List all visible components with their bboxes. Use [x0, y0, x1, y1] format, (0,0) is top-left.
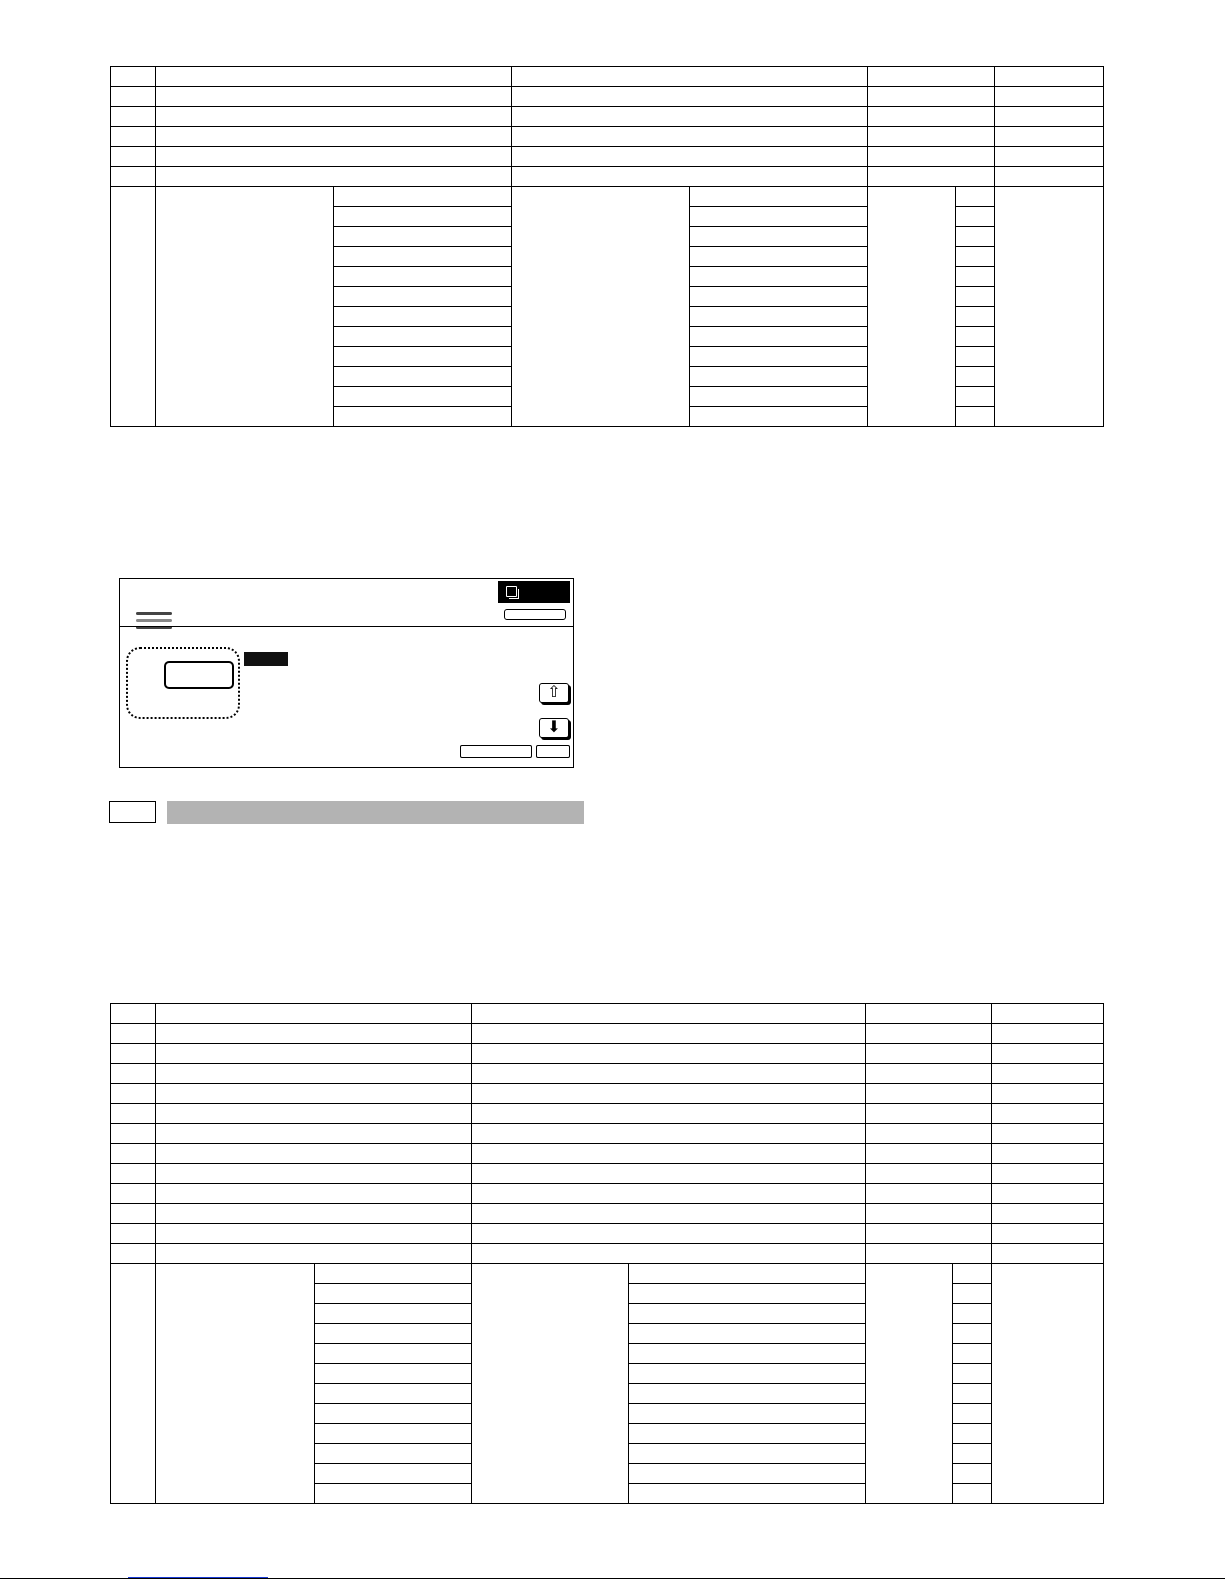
- table-row: [111, 1184, 1104, 1204]
- table-row: [111, 1144, 1104, 1164]
- cell-sub-setting: [956, 367, 995, 387]
- cell-item: [156, 1184, 472, 1204]
- cell-sub-setting: [956, 287, 995, 307]
- footer-rule: [0, 1578, 1225, 1579]
- footer-link[interactable]: [128, 1567, 268, 1578]
- cell-number: [111, 147, 156, 167]
- cell-sub-setting: [956, 387, 995, 407]
- table-row: [111, 1084, 1104, 1104]
- cell-sub-setting: [953, 1484, 992, 1504]
- cell-content: [512, 187, 690, 427]
- table-row: [111, 1244, 1104, 1264]
- cell-sub-content: [690, 347, 868, 367]
- cell-content: [472, 1204, 866, 1224]
- cell-sub-content: [690, 367, 868, 387]
- cell-number: [111, 1024, 156, 1044]
- cell-sub-content: [629, 1484, 866, 1504]
- cell-default: [992, 1024, 1104, 1044]
- cell-sub-item: [315, 1444, 472, 1464]
- cell-sub-setting: [953, 1324, 992, 1344]
- cell-sub-setting: [953, 1464, 992, 1484]
- cell-number: [111, 87, 156, 107]
- cell-setting: [866, 1184, 992, 1204]
- cell-sub-setting: [953, 1384, 992, 1404]
- cell-default: [992, 1064, 1104, 1084]
- cell-number: [111, 1164, 156, 1184]
- cell-sub-content: [690, 187, 868, 207]
- panel-ok-button[interactable]: [536, 745, 570, 758]
- cell-setting: [866, 1164, 992, 1184]
- cell-sub-item: [315, 1364, 472, 1384]
- cell-sub-item: [334, 187, 512, 207]
- cell-number: [111, 187, 156, 427]
- cell-sub-item: [334, 227, 512, 247]
- cell-content: [512, 147, 868, 167]
- section-title-bar: [167, 801, 584, 824]
- cell-sub-item: [315, 1264, 472, 1284]
- cell-sub-content: [690, 407, 868, 427]
- cell-setting: [866, 1064, 992, 1084]
- table-row: [111, 127, 1104, 147]
- cell-default: [995, 127, 1104, 147]
- cell-sub-content: [629, 1384, 866, 1404]
- table-row: [111, 187, 1104, 207]
- cell-sub-content: [629, 1444, 866, 1464]
- cell-sub-setting: [953, 1264, 992, 1284]
- cell-sub-content: [629, 1304, 866, 1324]
- cell-default: [992, 1204, 1104, 1224]
- cell-sub-setting: [956, 247, 995, 267]
- cell-setting: [866, 1204, 992, 1224]
- cell-setting: [866, 1244, 992, 1264]
- cell-item: [156, 167, 512, 187]
- cell-sub-setting: [953, 1424, 992, 1444]
- panel-bottom-button[interactable]: [460, 745, 532, 758]
- cell-item: [156, 1004, 472, 1024]
- cell-default: [992, 1164, 1104, 1184]
- cell-sub-content: [629, 1364, 866, 1384]
- cell-item: [156, 127, 512, 147]
- table-row: [111, 1264, 1104, 1284]
- cell-sub-content: [690, 327, 868, 347]
- panel-divider: [120, 626, 573, 627]
- cell-content: [472, 1144, 866, 1164]
- table-row: [111, 1004, 1104, 1024]
- cell-sub-setting: [956, 267, 995, 287]
- cell-sub-setting: [953, 1364, 992, 1384]
- cell-content: [472, 1164, 866, 1184]
- table-row: [111, 1044, 1104, 1064]
- cell-sub-content: [690, 287, 868, 307]
- cell-content: [472, 1244, 866, 1264]
- cell-default: [992, 1004, 1104, 1024]
- cell-sub-item: [334, 267, 512, 287]
- cell-sub-content: [690, 207, 868, 227]
- cell-content: [472, 1184, 866, 1204]
- cell-sub-item: [315, 1304, 472, 1324]
- cell-item: [156, 1244, 472, 1264]
- table-row: [111, 1164, 1104, 1184]
- cell-content: [512, 167, 868, 187]
- cell-setting: [868, 187, 956, 427]
- cell-content: [472, 1084, 866, 1104]
- table-row: [111, 1064, 1104, 1084]
- cell-sub-content: [629, 1464, 866, 1484]
- cell-sub-item: [315, 1464, 472, 1484]
- cell-default: [992, 1104, 1104, 1124]
- table-row: [111, 1204, 1104, 1224]
- cell-sub-item: [334, 307, 512, 327]
- cell-sub-item: [315, 1424, 472, 1444]
- cell-item: [156, 187, 334, 427]
- cell-sub-content: [690, 267, 868, 287]
- cell-default: [995, 167, 1104, 187]
- table-row: [111, 107, 1104, 127]
- cell-number: [111, 67, 156, 87]
- cell-sub-content: [690, 307, 868, 327]
- mode-tab[interactable]: [498, 581, 570, 603]
- cell-sub-setting: [956, 207, 995, 227]
- cell-item: [156, 1064, 472, 1084]
- cell-sub-content: [629, 1264, 866, 1284]
- cell-number: [111, 107, 156, 127]
- cell-sub-setting: [953, 1444, 992, 1464]
- cell-sub-setting: [956, 407, 995, 427]
- cell-content: [512, 107, 868, 127]
- cell-sub-content: [690, 227, 868, 247]
- cell-sub-content: [690, 247, 868, 267]
- cell-item: [156, 1084, 472, 1104]
- cell-sub-content: [629, 1404, 866, 1424]
- cell-sub-item: [315, 1404, 472, 1424]
- cell-content: [472, 1264, 629, 1504]
- table-row: [111, 147, 1104, 167]
- cell-content: [472, 1104, 866, 1124]
- cell-item: [156, 1204, 472, 1224]
- cell-sub-setting: [953, 1344, 992, 1364]
- cell-sub-content: [690, 387, 868, 407]
- cell-setting: [868, 67, 995, 87]
- cell-sub-content: [629, 1324, 866, 1344]
- cell-sub-setting: [953, 1404, 992, 1424]
- table-row: [111, 167, 1104, 187]
- table-row: [111, 1104, 1104, 1124]
- cell-sub-setting: [953, 1284, 992, 1304]
- cell-item: [156, 1124, 472, 1144]
- cell-content: [472, 1024, 866, 1044]
- cell-sub-content: [629, 1284, 866, 1304]
- cell-setting: [866, 1004, 992, 1024]
- cell-content: [512, 127, 868, 147]
- cell-sub-item: [334, 247, 512, 267]
- cell-sub-item: [315, 1284, 472, 1304]
- cell-default: [992, 1144, 1104, 1164]
- cell-setting: [868, 87, 995, 107]
- cell-default: [992, 1224, 1104, 1244]
- cell-item: [156, 1164, 472, 1184]
- cell-number: [111, 1124, 156, 1144]
- cell-default: [992, 1084, 1104, 1104]
- cell-item: [156, 1264, 315, 1504]
- cell-item: [156, 67, 512, 87]
- cell-sub-content: [629, 1344, 866, 1364]
- cell-sub-item: [334, 407, 512, 427]
- cell-default: [992, 1264, 1104, 1504]
- cell-item: [156, 87, 512, 107]
- up-arrow-button[interactable]: [539, 683, 569, 703]
- cell-setting: [866, 1124, 992, 1144]
- menu-logo-icon: [136, 610, 172, 630]
- cell-number: [111, 1144, 156, 1164]
- cell-number: [111, 1244, 156, 1264]
- cell-setting: [866, 1144, 992, 1164]
- section-number: [109, 801, 156, 823]
- cell-setting: [868, 127, 995, 147]
- cell-sub-setting: [956, 187, 995, 207]
- cell-default: [995, 187, 1104, 427]
- cell-sub-item: [315, 1484, 472, 1504]
- cell-content: [472, 1004, 866, 1024]
- cell-sub-setting: [956, 347, 995, 367]
- cell-item: [156, 107, 512, 127]
- cell-item: [156, 1044, 472, 1064]
- cell-item: [156, 1024, 472, 1044]
- cell-sub-content: [629, 1424, 866, 1444]
- bottom-table: [110, 1003, 1104, 1504]
- cell-content: [472, 1044, 866, 1064]
- top-table: [110, 66, 1104, 427]
- cell-content: [472, 1124, 866, 1144]
- cell-item: [156, 1104, 472, 1124]
- cell-setting: [866, 1044, 992, 1064]
- table-row: [111, 1224, 1104, 1244]
- cell-sub-item: [334, 347, 512, 367]
- cell-number: [111, 1084, 156, 1104]
- cell-number: [111, 1264, 156, 1504]
- cell-content: [512, 67, 868, 87]
- cell-number: [111, 127, 156, 147]
- cell-content: [472, 1224, 866, 1244]
- cell-setting: [866, 1264, 953, 1504]
- cell-setting: [866, 1024, 992, 1044]
- cell-content: [472, 1064, 866, 1084]
- down-arrow-button[interactable]: [539, 718, 569, 738]
- cell-sub-item: [334, 387, 512, 407]
- up-arrow-icon: ⇧: [547, 684, 561, 701]
- cell-default: [995, 107, 1104, 127]
- control-panel-screen: [119, 578, 574, 768]
- cell-number: [111, 167, 156, 187]
- table-row: [111, 67, 1104, 87]
- table-row: [111, 1124, 1104, 1144]
- copy-icon: [506, 586, 517, 597]
- panel-main-button[interactable]: [164, 661, 234, 689]
- cell-default: [992, 1124, 1104, 1144]
- cell-sub-item: [334, 207, 512, 227]
- cell-sub-setting: [956, 327, 995, 347]
- cell-default: [995, 147, 1104, 167]
- cell-sub-item: [315, 1324, 472, 1344]
- cell-sub-setting: [956, 227, 995, 247]
- cell-number: [111, 1204, 156, 1224]
- cell-sub-item: [334, 327, 512, 347]
- cell-default: [995, 67, 1104, 87]
- cell-number: [111, 1044, 156, 1064]
- cell-sub-item: [334, 367, 512, 387]
- cell-number: [111, 1064, 156, 1084]
- panel-top-button[interactable]: [504, 609, 566, 620]
- cell-sub-item: [315, 1384, 472, 1404]
- table-row: [111, 1024, 1104, 1044]
- cell-default: [995, 87, 1104, 107]
- cell-number: [111, 1104, 156, 1124]
- cell-item: [156, 147, 512, 167]
- cell-sub-item: [334, 287, 512, 307]
- cell-number: [111, 1224, 156, 1244]
- cell-setting: [868, 167, 995, 187]
- table-row: [111, 87, 1104, 107]
- cell-content: [512, 87, 868, 107]
- mode-label: [244, 652, 288, 666]
- cell-number: [111, 1184, 156, 1204]
- cell-setting: [866, 1224, 992, 1244]
- cell-item: [156, 1224, 472, 1244]
- cell-sub-setting: [956, 307, 995, 327]
- cell-item: [156, 1144, 472, 1164]
- cell-setting: [866, 1104, 992, 1124]
- cell-number: [111, 1004, 156, 1024]
- cell-default: [992, 1184, 1104, 1204]
- cell-default: [992, 1044, 1104, 1064]
- cell-setting: [868, 107, 995, 127]
- cell-default: [992, 1244, 1104, 1264]
- cell-sub-item: [315, 1344, 472, 1364]
- cell-setting: [866, 1084, 992, 1104]
- down-arrow-icon: ⬇: [547, 719, 561, 736]
- cell-sub-setting: [953, 1304, 992, 1324]
- cell-setting: [868, 147, 995, 167]
